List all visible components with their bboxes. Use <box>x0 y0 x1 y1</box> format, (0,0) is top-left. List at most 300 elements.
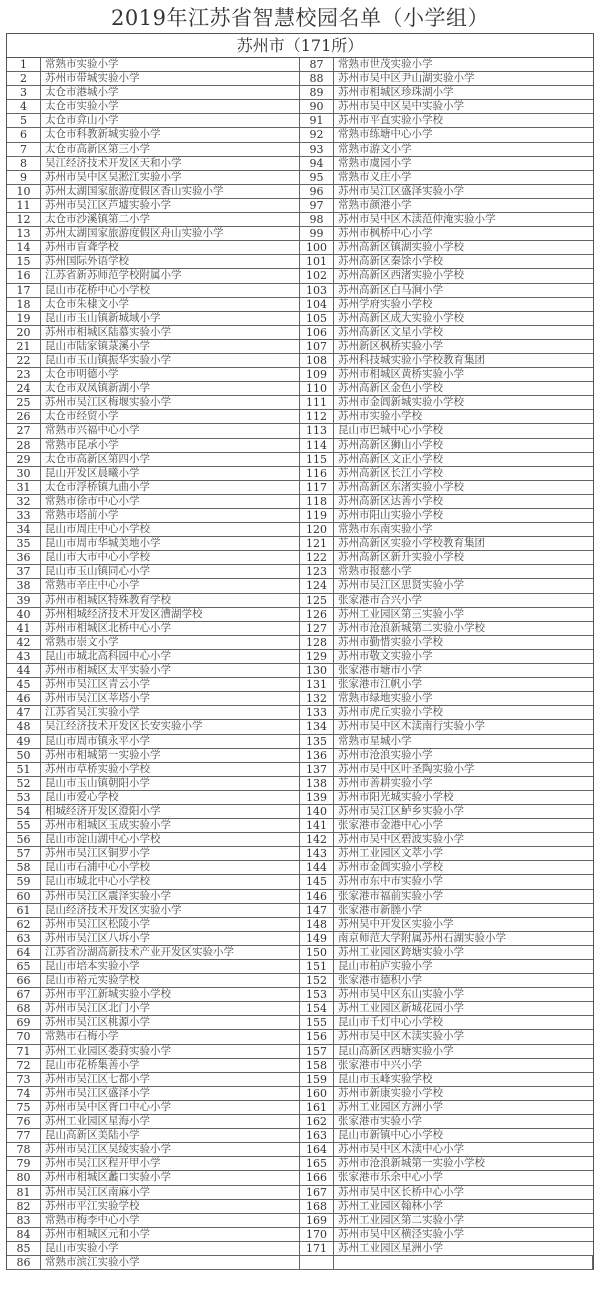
row-number: 153 <box>300 988 334 1001</box>
row-number: 145 <box>300 875 334 888</box>
row-number: 39 <box>7 594 41 607</box>
row-number: 96 <box>300 185 334 198</box>
school-name: 昆山市柏庐实验小学 <box>338 960 433 972</box>
row-number: 5 <box>7 114 41 127</box>
row-number: 164 <box>300 1143 334 1156</box>
school-name: 吴江经济技术开发区长安实验小学 <box>41 720 300 733</box>
row-number: 81 <box>7 1186 41 1199</box>
row-number: 10 <box>7 185 41 198</box>
row-number: 49 <box>7 735 41 748</box>
table-row <box>7 1101 300 1115</box>
table-row <box>300 875 593 889</box>
table-row <box>300 918 593 932</box>
school-name: 苏州市枫桥中心小学 <box>338 227 433 240</box>
school-name: 太仓市高新区第四小学 <box>41 453 300 466</box>
school-name: 常熟市徐市中心小学 <box>41 495 300 508</box>
row-number: 11 <box>7 199 41 212</box>
row-number: 12 <box>7 213 41 226</box>
school-name: 苏州工业园区第三实验小学 <box>338 607 464 620</box>
table-row <box>300 255 593 269</box>
school-name: 苏州高新区长江小学校 <box>338 466 443 479</box>
row-number: 102 <box>300 269 334 282</box>
row-number: 80 <box>7 1171 41 1184</box>
row-number: 23 <box>7 368 41 381</box>
row-number: 138 <box>300 777 334 790</box>
table-row <box>300 537 593 551</box>
table-row <box>7 1129 300 1143</box>
row-number: 127 <box>300 622 334 635</box>
school-name: 太仓市高新区第三小学 <box>41 143 300 156</box>
row-number: 60 <box>7 890 41 903</box>
row-number: 135 <box>300 735 334 748</box>
school-name: 苏州市吴中区木渎南行实验小学 <box>338 720 485 733</box>
row-number: 90 <box>300 100 334 113</box>
school-name: 苏州太湖国家旅游度假区香山实验小学 <box>41 185 300 198</box>
table-row <box>7 312 300 326</box>
school-name: 昆山市玉山镇振华实验小学 <box>41 354 300 367</box>
row-number: 140 <box>300 805 334 818</box>
table-row <box>7 636 300 650</box>
school-name: 常熟市星城小学 <box>338 734 412 747</box>
school-name: 太仓市港城小学 <box>41 86 300 99</box>
school-name: 苏州市吴中区碧波实验小学 <box>338 833 464 846</box>
table-row <box>7 1242 300 1256</box>
row-number: 94 <box>300 157 334 170</box>
row-number: 3 <box>7 86 41 99</box>
table-row <box>7 199 300 213</box>
row-number: 148 <box>300 918 334 931</box>
row-number: 106 <box>300 326 334 339</box>
school-name: 苏州市相城区玉成实验小学 <box>41 819 300 832</box>
table-row <box>7 861 300 875</box>
table-row <box>300 1087 593 1101</box>
school-name: 苏州科技城实验小学校教育集团 <box>338 353 485 366</box>
table-row <box>7 664 300 678</box>
table-row <box>300 1101 593 1115</box>
table-row <box>7 1115 300 1129</box>
school-name: 南京师范大学附属苏州石湖实验小学 <box>338 931 506 944</box>
school-name: 苏州工业园区第二实验小学 <box>338 1213 464 1226</box>
table-row <box>7 904 300 918</box>
row-number: 107 <box>300 340 334 353</box>
school-name: 昆山市石浦中心小学校 <box>41 861 300 874</box>
table-row <box>300 1200 593 1214</box>
table-row <box>7 72 300 86</box>
school-name: 苏州市吴中区吴中实验小学 <box>338 100 464 113</box>
school-name: 太仓市浮桥镇九曲小学 <box>41 481 300 494</box>
table-row <box>7 819 300 833</box>
table-row <box>300 692 593 706</box>
school-name: 苏州高新区西渚实验小学校 <box>338 269 464 282</box>
school-name: 苏州市敬文实验小学 <box>338 649 433 662</box>
school-name: 太仓市双凤镇新湖小学 <box>41 382 300 395</box>
table-row <box>300 284 593 298</box>
school-name: 苏州市东中市实验小学 <box>338 875 443 888</box>
school-name: 昆山市巴城中心小学校 <box>338 424 443 437</box>
table-row <box>7 1228 300 1242</box>
left-column <box>7 58 300 1270</box>
school-name: 苏州市相城区太平实验小学 <box>41 664 300 677</box>
school-name: 张家港市德积小学 <box>338 974 422 987</box>
row-number: 14 <box>7 241 41 254</box>
table-row <box>7 58 300 72</box>
row-number: 24 <box>7 382 41 395</box>
row-number: 136 <box>300 749 334 762</box>
row-number: 125 <box>300 594 334 607</box>
school-name: 苏州市吴中区叶圣陶实验小学 <box>338 762 475 775</box>
row-number: 84 <box>7 1228 41 1241</box>
table-row <box>7 594 300 608</box>
table-row <box>300 819 593 833</box>
table-row <box>300 1030 593 1044</box>
row-number: 32 <box>7 495 41 508</box>
table-row <box>300 1157 593 1171</box>
table-row <box>7 185 300 199</box>
school-name: 苏州市吴江区思贤实验小学 <box>338 579 464 592</box>
row-number: 121 <box>300 537 334 550</box>
table-row <box>300 861 593 875</box>
table-row <box>7 537 300 551</box>
school-name: 苏州市吴江区鲈乡实验小学 <box>338 804 464 817</box>
school-name: 昆山市玉山镇同心小学 <box>41 565 300 578</box>
row-number: 27 <box>7 424 41 437</box>
table-row <box>7 396 300 410</box>
school-name: 苏州高新区金色小学校 <box>338 382 443 395</box>
row-number: 19 <box>7 312 41 325</box>
school-name: 苏州市善耕实验小学 <box>338 776 433 789</box>
table-row <box>300 227 593 241</box>
school-name: 太仓市明德小学 <box>41 368 300 381</box>
school-name: 苏州市虎丘实验小学校 <box>338 706 443 719</box>
row-number: 65 <box>7 960 41 973</box>
school-name: 昆山高新区西塘实验小学 <box>338 1044 454 1057</box>
table-row <box>300 1115 593 1129</box>
school-name: 张家港市合兴小学 <box>338 593 422 606</box>
table-row <box>7 1059 300 1073</box>
row-number: 4 <box>7 100 41 113</box>
school-name: 苏州国际外语学校 <box>41 255 300 268</box>
school-name: 常熟市兴福中心小学 <box>41 424 300 437</box>
row-number: 51 <box>7 763 41 776</box>
table-row <box>300 241 593 255</box>
school-name: 苏州工业园区星海小学 <box>41 1115 300 1128</box>
school-name: 常熟市颜港小学 <box>338 198 412 211</box>
row-number: 9 <box>7 171 41 184</box>
table-row <box>300 453 593 467</box>
school-name: 昆山市实验小学 <box>41 1242 300 1255</box>
table-row <box>7 678 300 692</box>
table-row <box>7 720 300 734</box>
row-number: 133 <box>300 706 334 719</box>
table-row <box>7 988 300 1002</box>
table-row <box>300 495 593 509</box>
table-row <box>300 904 593 918</box>
row-number: 8 <box>7 157 41 170</box>
school-name: 苏州市吴江区桃源小学 <box>41 1016 300 1029</box>
school-name: 太仓市经贸小学 <box>41 410 300 423</box>
row-number: 41 <box>7 622 41 635</box>
school-name: 苏州市吴江区青云小学 <box>41 678 300 691</box>
row-number: 128 <box>300 636 334 649</box>
row-number: 160 <box>300 1087 334 1100</box>
row-number: 64 <box>7 946 41 959</box>
table-row <box>7 269 300 283</box>
row-number: 69 <box>7 1016 41 1029</box>
row-number: 37 <box>7 565 41 578</box>
table-row <box>7 171 300 185</box>
school-name: 太仓市实验小学 <box>41 100 300 113</box>
school-name: 苏州市吴中区尹山湖实验小学 <box>338 72 475 85</box>
school-name: 苏州市吴江区北门小学 <box>41 1002 300 1015</box>
school-name: 常熟市游文小学 <box>338 142 412 155</box>
table-row <box>7 523 300 537</box>
row-number: 30 <box>7 467 41 480</box>
row-number: 123 <box>300 565 334 578</box>
school-name: 苏州太湖国家旅游度假区舟山实验小学 <box>41 227 300 240</box>
table-row <box>300 650 593 664</box>
row-number: 38 <box>7 579 41 592</box>
table-row <box>300 565 593 579</box>
table-row <box>7 143 300 157</box>
table-row <box>300 354 593 368</box>
row-number: 158 <box>300 1059 334 1072</box>
row-number: 161 <box>300 1101 334 1114</box>
row-number: 58 <box>7 861 41 874</box>
school-name: 苏州市相城区北桥中心小学 <box>41 622 300 635</box>
school-name: 昆山市周庄中心小学校 <box>41 523 300 536</box>
school-name: 苏州吴中开发区实验小学 <box>338 917 454 930</box>
school-name: 常熟市滨江实验小学 <box>41 1256 300 1269</box>
school-name: 苏州市平江实验学校 <box>41 1200 300 1213</box>
school-name: 苏州市沧浪实验小学 <box>338 748 433 761</box>
row-number: 83 <box>7 1214 41 1227</box>
row-number: 44 <box>7 664 41 677</box>
table-row <box>300 579 593 593</box>
school-name: 苏州市草桥实验小学校 <box>41 763 300 776</box>
school-name: 常熟市义庄小学 <box>338 170 412 183</box>
table-row <box>7 213 300 227</box>
table-row <box>7 608 300 622</box>
school-name: 常熟市昆承小学 <box>41 439 300 452</box>
school-name: 苏州市平直实验小学校 <box>338 114 443 127</box>
row-number: 147 <box>300 904 334 917</box>
table-row <box>7 1256 300 1270</box>
table-row <box>7 495 300 509</box>
table-row <box>300 678 593 692</box>
school-name: 苏州市吴中区横泾实验小学 <box>338 1227 464 1240</box>
table-row <box>300 467 593 481</box>
row-number: 82 <box>7 1200 41 1213</box>
table-row <box>7 847 300 861</box>
row-number: 95 <box>300 171 334 184</box>
school-name: 苏州高新区实验小学校教育集团 <box>338 537 485 550</box>
row-number: 50 <box>7 749 41 762</box>
row-number: 166 <box>300 1171 334 1184</box>
row-number: 89 <box>300 86 334 99</box>
row-number: 124 <box>300 579 334 592</box>
table-row <box>300 72 593 86</box>
table-row <box>300 890 593 904</box>
school-name <box>334 1256 593 1269</box>
row-number: 134 <box>300 720 334 733</box>
row-number: 114 <box>300 439 334 452</box>
table-row <box>7 481 300 495</box>
school-name: 张家港市塘市小学 <box>338 664 422 677</box>
row-number: 157 <box>300 1045 334 1058</box>
row-number: 55 <box>7 819 41 832</box>
school-name: 苏州学府实验小学校 <box>338 297 433 310</box>
table-row <box>300 114 593 128</box>
school-name: 昆山市周市华城美地小学 <box>41 537 300 550</box>
row-number: 100 <box>300 241 334 254</box>
row-number: 57 <box>7 847 41 860</box>
row-number: 77 <box>7 1129 41 1142</box>
school-name: 昆山市培本实验小学 <box>41 960 300 973</box>
school-name: 太仓市科教新城实验小学 <box>41 128 300 141</box>
table-row <box>300 664 593 678</box>
school-name: 昆山市爱心学校 <box>41 791 300 804</box>
table-row <box>7 100 300 114</box>
row-number: 91 <box>300 114 334 127</box>
school-name: 相城经济开发区澄阳小学 <box>41 805 300 818</box>
school-name: 昆山经济技术开发区实验小学 <box>41 904 300 917</box>
school-name: 昆山市新镇中心小学校 <box>338 1129 443 1142</box>
table-row <box>7 1157 300 1171</box>
table-row <box>300 368 593 382</box>
row-number: 155 <box>300 1016 334 1029</box>
row-number: 61 <box>7 904 41 917</box>
row-number: 47 <box>7 706 41 719</box>
school-name: 苏州市吴江区八坼小学 <box>41 932 300 945</box>
row-number: 52 <box>7 777 41 790</box>
school-name: 苏州市勤惜实验小学校 <box>338 635 443 648</box>
row-number: 6 <box>7 128 41 141</box>
table-row <box>7 382 300 396</box>
table-row <box>7 650 300 664</box>
school-name: 昆山市淀山湖中心小学校 <box>41 833 300 846</box>
row-number: 137 <box>300 763 334 776</box>
school-name: 昆山市城北中心小学校 <box>41 875 300 888</box>
row-number: 170 <box>300 1228 334 1241</box>
table-row <box>7 763 300 777</box>
school-name: 江苏省汾湖高新技术产业开发区实验小学 <box>41 946 300 959</box>
row-number: 117 <box>300 481 334 494</box>
table-row <box>300 199 593 213</box>
table-row <box>7 1143 300 1157</box>
row-number: 108 <box>300 354 334 367</box>
row-number: 15 <box>7 255 41 268</box>
table-row <box>7 875 300 889</box>
table-row <box>300 1214 593 1228</box>
school-name: 苏州市相城第一实验小学 <box>41 749 300 762</box>
table-row <box>300 439 593 453</box>
table-row <box>7 453 300 467</box>
row-number: 88 <box>300 72 334 85</box>
row-number: 131 <box>300 678 334 691</box>
school-name: 常熟市练塘中心小学 <box>338 128 433 141</box>
school-name: 昆山市玉山镇朝阳小学 <box>41 777 300 790</box>
row-number: 132 <box>300 692 334 705</box>
table-row <box>7 565 300 579</box>
row-number: 29 <box>7 453 41 466</box>
table-row <box>300 213 593 227</box>
table-row <box>300 312 593 326</box>
row-number: 99 <box>300 227 334 240</box>
table-row <box>300 1228 593 1242</box>
row-number: 122 <box>300 551 334 564</box>
table-row <box>7 692 300 706</box>
school-name: 江苏省吴江实验小学 <box>41 706 300 719</box>
school-name: 苏州高新区镇湖实验小学校 <box>338 241 464 254</box>
row-number: 120 <box>300 523 334 536</box>
row-number: 79 <box>7 1157 41 1170</box>
school-name: 昆山市陆家镇菉溪小学 <box>41 340 300 353</box>
row-number: 22 <box>7 354 41 367</box>
school-name: 张家港市金港中心小学 <box>338 819 443 832</box>
school-name: 苏州市吴江区芦墟实验小学 <box>41 199 300 212</box>
table-row <box>300 1186 593 1200</box>
school-name: 苏州市吴中区东山实验小学 <box>338 988 464 1001</box>
table-row <box>300 523 593 537</box>
row-number: 156 <box>300 1030 334 1043</box>
school-name: 苏州市吴江区莘塔小学 <box>41 692 300 705</box>
table-row <box>300 805 593 819</box>
row-number: 16 <box>7 269 41 282</box>
school-name: 苏州市吴中区木渎中心小学 <box>338 1143 464 1156</box>
row-number: 139 <box>300 791 334 804</box>
school-name: 苏州高新区狮山小学校 <box>338 438 443 451</box>
table-row <box>300 551 593 565</box>
row-number: 165 <box>300 1157 334 1170</box>
row-number: 67 <box>7 988 41 1001</box>
row-number: 45 <box>7 678 41 691</box>
table-row <box>300 143 593 157</box>
table-row <box>300 706 593 720</box>
school-name: 昆山市千灯中心小学校 <box>338 1016 443 1029</box>
school-name: 苏州市吴江区铜罗小学 <box>41 847 300 860</box>
table-row <box>7 960 300 974</box>
school-name: 苏州市吴江区七都小学 <box>41 1073 300 1086</box>
school-name: 张家港市乐余中心小学 <box>338 1171 443 1184</box>
row-number: 143 <box>300 847 334 860</box>
row-number <box>300 1256 334 1269</box>
row-number: 48 <box>7 720 41 733</box>
table-row <box>7 706 300 720</box>
row-number: 105 <box>300 312 334 325</box>
school-name: 苏州高新区文星小学校 <box>338 325 443 338</box>
row-number: 98 <box>300 213 334 226</box>
table-row <box>300 960 593 974</box>
school-name: 苏州工业园区星洲小学 <box>338 1241 443 1254</box>
school-name: 昆山市裕元实验学校 <box>41 974 300 987</box>
table-row <box>7 255 300 269</box>
school-name: 昆山市周市镇永平小学 <box>41 735 300 748</box>
table-row <box>7 1186 300 1200</box>
school-name: 苏州市相城区珍珠湖小学 <box>338 86 454 99</box>
table-row <box>300 1256 593 1270</box>
school-name: 苏州市实验小学校 <box>338 410 422 423</box>
table-row <box>7 735 300 749</box>
row-number: 113 <box>300 424 334 437</box>
school-name: 吴江经济技术开发区天和小学 <box>41 157 300 170</box>
school-name: 常熟市梅李中心小学 <box>41 1214 300 1227</box>
table-row <box>7 791 300 805</box>
school-name: 太仓市沙溪镇第二小学 <box>41 213 300 226</box>
row-number: 116 <box>300 467 334 480</box>
table-row <box>7 326 300 340</box>
row-number: 149 <box>300 932 334 945</box>
table-row <box>300 326 593 340</box>
